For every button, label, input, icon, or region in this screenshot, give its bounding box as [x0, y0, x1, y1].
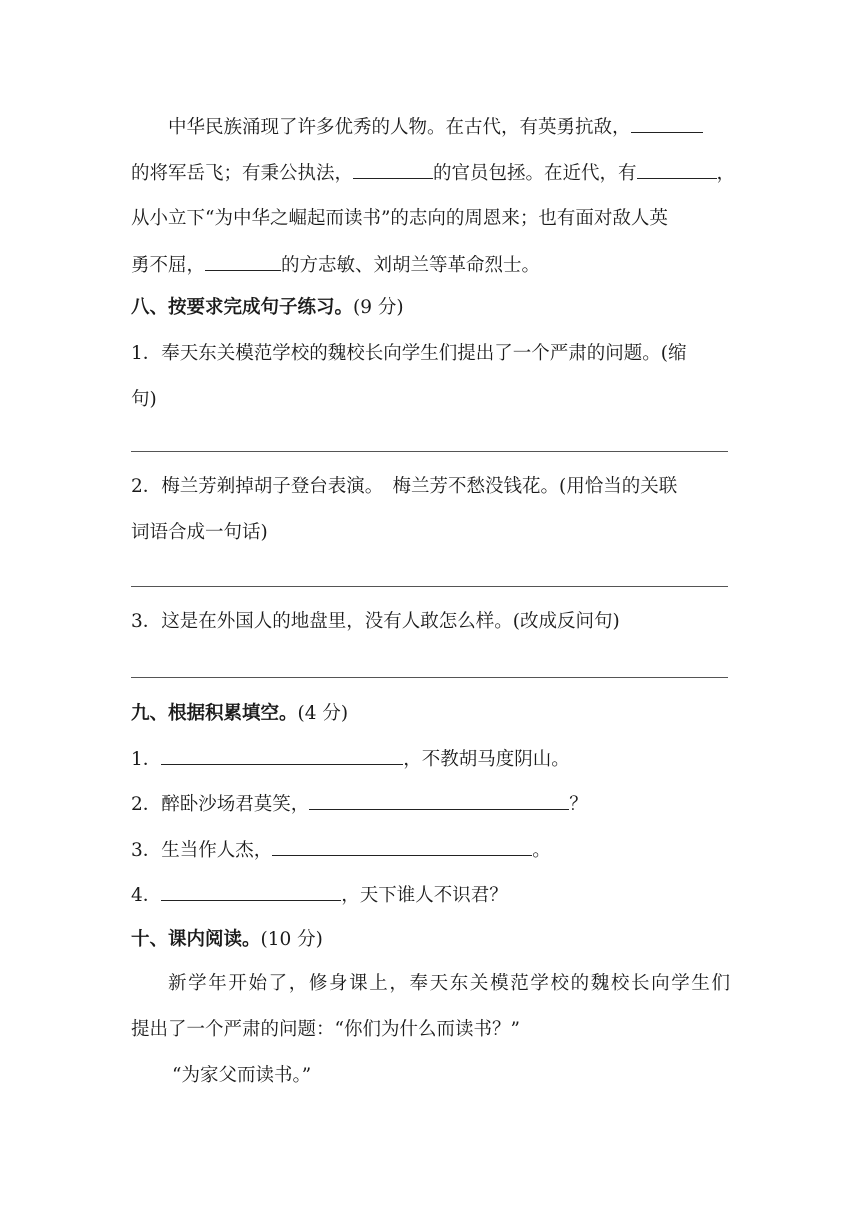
section-8-title	[131, 293, 731, 323]
section-9-title	[131, 699, 731, 729]
text: 2．醉卧沙场君莫笑，	[131, 794, 310, 815]
question-9-3	[131, 835, 731, 866]
text: ，不教胡马度阴山。	[403, 749, 570, 770]
fill-blank-4[interactable]	[205, 250, 281, 271]
text: 4．	[131, 885, 162, 906]
fill-blank-9-3[interactable]	[272, 835, 532, 856]
reading-paragraph-2: “为家父而读书。”	[172, 1065, 312, 1086]
section-title: 十、课内阅读。	[131, 929, 261, 950]
text: ，	[716, 163, 736, 184]
paragraph-line-2	[131, 158, 736, 189]
question-8-2-line-1: 2．梅兰芳剃掉胡子登台表演。 梅兰芳不愁没钱花。(用恰当的关联	[131, 476, 678, 497]
section-points: (9 分)	[353, 297, 404, 318]
question-9-4	[131, 880, 731, 911]
question-8-3-line-1: 3．这是在外国人的地盘里，没有人敢怎么样。(改成反问句)	[131, 611, 620, 632]
fill-blank-9-1[interactable]	[161, 744, 403, 765]
text: 1．	[131, 749, 162, 770]
reading-paragraph-1-line-2: 提出了一个严肃的问题：“你们为什么而读书？”	[131, 1019, 520, 1040]
section-title: 八、按要求完成句子练习。	[131, 297, 354, 318]
section-10-title	[131, 925, 731, 955]
answer-line-8-3[interactable]	[131, 677, 728, 678]
text: 勇不屈，	[131, 255, 206, 276]
fill-blank-9-2[interactable]	[309, 789, 569, 810]
text: 中华民族涌现了许多优秀的人物。在古代，有英勇抗敌，	[168, 117, 631, 138]
section-points: (10 分)	[260, 929, 323, 950]
text: 3．生当作人杰，	[131, 840, 273, 861]
text: ？	[569, 794, 588, 815]
text: 。	[532, 840, 551, 861]
section-title: 九、根据积累填空。	[131, 703, 298, 724]
paragraph-line-3: 从小立下“为中华之崛起而读书”的志向的周恩来；也有面对敌人英	[131, 208, 668, 229]
reading-paragraph-1-line-1: 新学年开始了，修身课上，奉天东关模范学校的魏校长向学生们	[168, 973, 730, 994]
question-9-1	[131, 744, 731, 775]
answer-line-8-2[interactable]	[131, 586, 728, 587]
question-8-1-line-1: 1．奉天东关模范学校的魏校长向学生们提出了一个严肃的问题。(缩	[131, 343, 687, 364]
text: 的将军岳飞；有秉公执法，	[131, 163, 354, 184]
question-9-2	[131, 789, 731, 820]
paragraph-line-4	[131, 250, 731, 281]
question-8-2-line-2: 词语合成一句话)	[131, 522, 268, 543]
text: 的方志敏、刘胡兰等革命烈士。	[281, 255, 541, 276]
question-8-1-line-2: 句)	[131, 389, 157, 410]
fill-blank-1[interactable]	[631, 112, 703, 133]
paragraph-line-1	[168, 112, 768, 143]
fill-blank-3[interactable]	[637, 158, 717, 179]
section-points: (4 分)	[297, 703, 349, 724]
fill-blank-2[interactable]	[353, 158, 433, 179]
text: 的官员包拯。在近代，有	[433, 163, 637, 184]
answer-line-8-1[interactable]	[131, 451, 728, 452]
fill-blank-9-4[interactable]	[161, 880, 341, 901]
text: ，天下谁人不识君？	[341, 885, 508, 906]
